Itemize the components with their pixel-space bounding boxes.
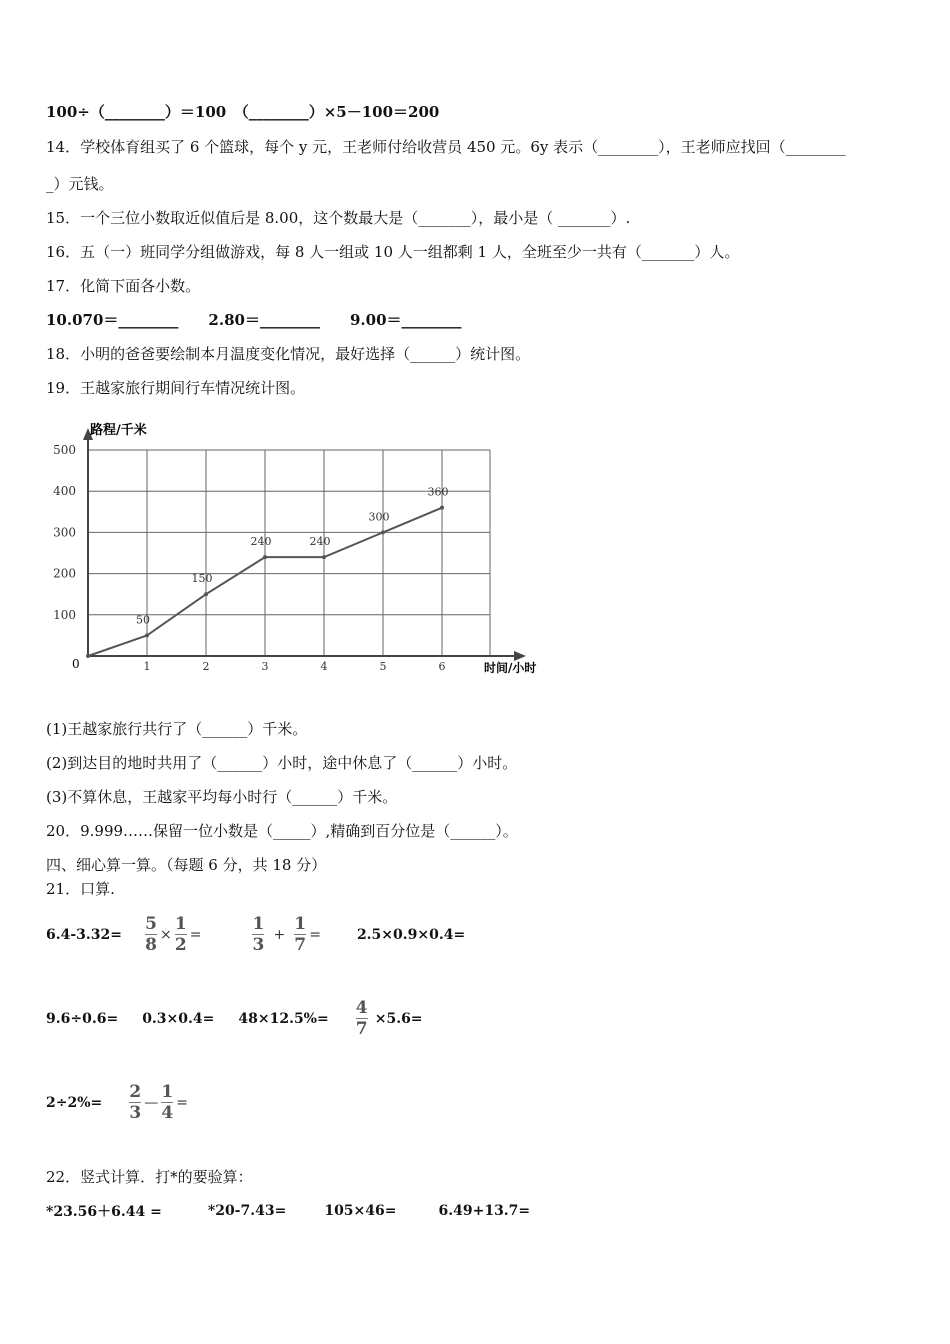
x-tick-label: 2 [202,660,210,673]
chart-ticks [53,443,445,673]
y-tick-label: 500 [53,443,76,457]
mental-math-row-2 [46,998,423,1039]
mental-math-row-3: 2÷2%= $\frac{2}{3}$ — $\frac{1}{4}$ = [46,1082,188,1123]
x-axis-arrow [514,651,526,661]
data-point [204,592,208,596]
data-point [263,555,267,559]
fraction: $\frac{1}{7}$ [294,914,307,955]
fraction: $\frac{5}{8}$ [145,914,157,955]
q17-items [46,310,462,330]
data-point [322,555,326,559]
data-label: 240 [309,535,331,549]
x-tick-label: 1 [143,660,151,673]
calc-9: 2÷2%= [46,1094,103,1111]
mental-math-row-1: 6.4-3.32= $\frac{5}{8}$ × $\frac{1}{2}$ = $\frac{1}{3}$ + $\frac{1}{7}$ = 2.5×0.9×0.4= [46,914,466,955]
q19-sub1: (1)王越家旅行共行了（______）千米。 [46,720,308,738]
calc-8: ×5.6= [374,1010,423,1027]
data-label: 240 [250,535,272,549]
q17-item-b: 2.80＝________ [208,311,320,329]
calc-1: 6.4-3.32= [46,926,122,943]
q19-sub2: (2)到达目的地时共用了（______）小时，途中休息了（______）小时。 [46,754,518,772]
chart-point-labels [136,486,449,627]
calc-6: 0.3×0.4= [142,1010,215,1027]
y-tick-label: 300 [53,525,76,540]
q20: 20．9.999……保留一位小数是（_____）,精确到百分位是（______）。 [46,822,518,840]
q15: 15．一个三位小数取近似值后是 8.00，这个数最大是（_______），最小是（ _______）. [46,209,631,227]
data-point [381,530,385,534]
fraction: $\frac{1}{3}$ [252,914,265,955]
origin-label: 0 [72,657,80,671]
fraction: $\frac{2}{3}$ [129,1082,142,1123]
vcalc-1: *23.56＋6.44 = [46,1204,162,1220]
y-tick-label: 100 [53,607,76,622]
x-tick-label: 4 [320,660,328,673]
section-4-heading: 四、细心算一算。（每题 6 分，共 18 分） [46,856,327,874]
y-tick-label: 400 [53,484,76,499]
y-axis-label: 路程/千米 [90,423,147,438]
q18: 18．小明的爸爸要绘制本月温度变化情况，最好选择（______）统计图。 [46,345,531,363]
calc-5: 9.6÷0.6= [46,1010,119,1027]
calc-4: 2.5×0.9×0.4= [356,926,466,943]
vcalc-4: 6.49+13.7= [438,1203,531,1219]
q19-sub3: (3)不算休息，王越家平均每小时行（______）千米。 [46,788,398,806]
data-point [440,506,444,510]
travel-line-chart [40,418,570,688]
q21: 21．口算. [46,880,115,898]
q14-line2: _）元钱。 [46,175,114,193]
q17-item-a: 10.070＝________ [46,311,179,329]
x-tick-label: 3 [261,660,269,673]
data-label: 360 [427,485,449,499]
data-point [145,633,149,637]
q13-continued: 100÷（________）＝100 （________）×5－100＝200 [46,103,440,121]
q16: 16．五（一）班同学分组做游戏，每 8 人一组或 10 人一组都剩 1 人，全班至少一共有（_______）人。 [46,243,740,261]
vcalc-3: 105×46= [324,1203,397,1219]
data-label: 50 [136,613,150,627]
data-point [86,654,90,658]
x-axis-label: 时间/小时 [484,661,537,675]
fraction: $\frac{1}{2}$ [174,914,187,955]
fraction: $\frac{1}{4}$ [161,1082,174,1123]
vertical-calc-row [46,1201,530,1221]
calc-7: 48×12.5%= [238,1010,329,1027]
data-label: 300 [368,510,390,524]
y-tick-label: 200 [53,566,76,581]
x-tick-label: 6 [438,660,446,673]
q14-line1: 14．学校体育组买了 6 个篮球，每个 y 元，王老师付给收营员 450 元。6y 表示（________），王老师应找回（________ [46,138,846,156]
x-tick-label: 5 [379,660,387,673]
vcalc-2: *20-7.43= [207,1203,287,1219]
q17: 17．化简下面各小数。 [46,277,201,295]
q22: 22．竖式计算．打*的要验算： [46,1168,253,1186]
q17-item-c: 9.00＝________ [349,311,462,329]
data-label: 150 [191,572,213,586]
q19: 19．王越家旅行期间行车情况统计图。 [46,379,306,397]
fraction: $\frac{4}{7}$ [355,998,368,1039]
